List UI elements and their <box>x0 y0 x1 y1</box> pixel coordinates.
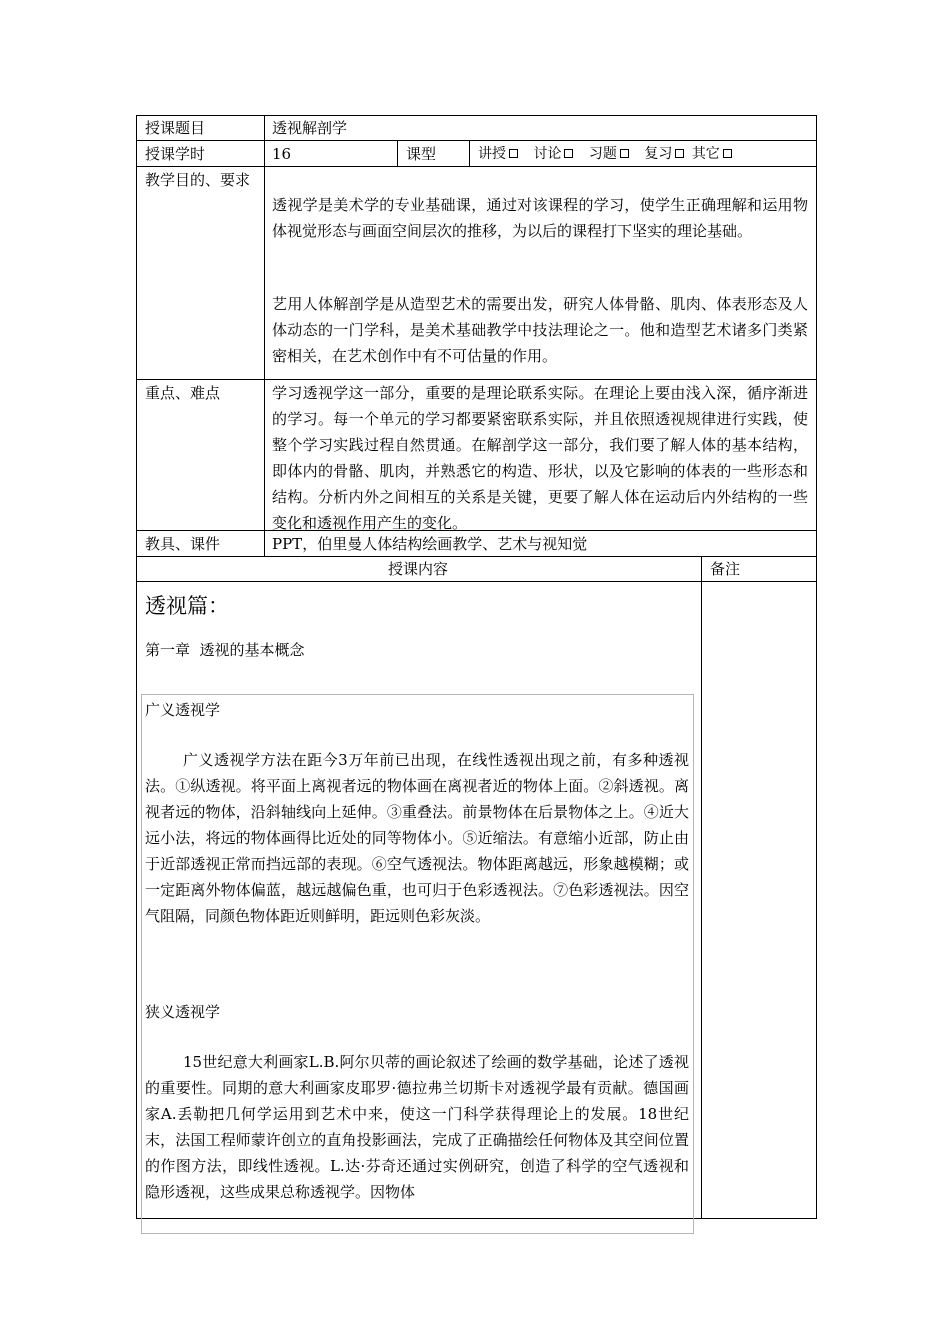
type-option-lecture: 讲授 <box>478 146 506 162</box>
hours-label: 授课学时 <box>145 145 206 163</box>
goal-label: 教学目的、要求 <box>145 171 251 189</box>
key-points-text: 学习透视学这一部分，重要的是理论联系实际。在理论上要由浅入深，循序渐进的学习。每一个单元的学习都要紧密联系实际，并且依照透视规律进行实践，使整个学习实践过程自然贯通。在解剖学这一部分，我们要了解人体的基本结构，即体内的骨骼、肌肉，并熟悉它的构造、形状，以及它影响的体表的一些形态和结构。分析内外之间相互的关系是关键，更要了解人体在运动后内外结构的一些变化和透视作用产生的变化。 <box>272 384 808 532</box>
type-options <box>478 144 735 164</box>
remark-column-divider <box>701 556 702 1219</box>
row-divider-6 <box>136 581 817 582</box>
section-title-narrow: 狭义透视学 <box>145 1003 221 1021</box>
topic-value: 透视解剖学 <box>272 119 348 137</box>
goal-paragraph-2: 艺用人体解剖学是从造型艺术的需要出发，研究人体骨骼、肌肉、体表形态及人体动态的一门学科，是美术基础教学中技法理论之一。他和造型艺术诸多门类紧密相关，在艺术创作中有不可估量的作用。 <box>272 295 808 365</box>
type-option-review: 复习 <box>644 146 673 162</box>
type-option-other: 其它 <box>691 146 720 162</box>
checkbox-review[interactable] <box>675 149 684 158</box>
content-header: 授课内容 <box>388 560 449 578</box>
hours-divider <box>397 140 398 167</box>
table-border-right <box>816 115 817 1219</box>
remark-header: 备注 <box>710 560 741 578</box>
tools-label: 教具、课件 <box>145 535 221 553</box>
section-text-narrow: 15世纪意大利画家L.B.阿尔贝蒂的画论叙述了绘画的数学基础，论述了透视的重要性。同期的意大利画家皮耶罗·德拉弗兰切斯卡对透视学最有贡献。德国画家A.丢勒把几何学运用到艺术中来，使这一门科学获得理论上的发展。18世纪末，法国工程师蒙许创立的直角投影画法，完成了正确描绘任何物体及其空间位置的作图方法，即线性透视。L.达·芬奇还通过实例研究，创造了科学的空气透视和隐形透视，这些成果总称透视学。因物体 <box>145 1053 689 1201</box>
section-text-broad: 广义透视学方法在距今3万年前已出现，在线性透视出现之前，有多种透视法。①纵透视。将平面上离视者远的物体画在离视者近的物体上面。②斜透视。离视者远的物体，沿斜轴线向上延伸。③重叠法。前景物体在后景物体之上。④近大远小法，将远的物体画得比近处的同等物体小。⑤近缩法。有意缩小近部，防止由于近部透视正常而挡远部的表现。⑥空气透视法。物体距离越远，形象越模糊；或一定距离外物体偏蓝，越远越偏色重，也可归于色彩透视法。⑦色彩透视法。因空气阻隔，同颜色物体距近则鲜明，距远则色彩灰淡。 <box>145 751 689 925</box>
topic-label: 授课题目 <box>145 119 206 137</box>
type-label: 课型 <box>406 145 437 163</box>
checkbox-other[interactable] <box>723 149 732 158</box>
part-title: 透视篇： <box>145 594 229 618</box>
hours-value: 16 <box>272 145 292 163</box>
tools-value: PPT，伯里曼人体结构绘画教学、艺术与视知觉 <box>272 535 588 553</box>
section-title-broad: 广义透视学 <box>145 701 221 719</box>
type-divider <box>469 140 470 167</box>
key-points-label: 重点、难点 <box>145 384 221 402</box>
goal-paragraph-1: 透视学是美术学的专业基础课，通过对该课程的学习，使学生正确理解和运用物体视觉形态与画面空间层次的推移，为以后的课程打下坚实的理论基础。 <box>272 196 808 240</box>
table-border-left <box>136 115 137 1219</box>
row-divider-2 <box>136 166 817 167</box>
chapter-title: 第一章 透视的基本概念 <box>145 641 305 659</box>
type-option-discussion: 讨论 <box>533 146 562 162</box>
row-divider-1 <box>136 140 817 141</box>
row-divider-5 <box>136 556 817 557</box>
checkbox-exercise[interactable] <box>620 149 629 158</box>
type-option-exercise: 习题 <box>588 146 617 162</box>
checkbox-discussion[interactable] <box>564 149 573 158</box>
table-border-top <box>136 115 817 116</box>
checkbox-lecture[interactable] <box>509 149 518 158</box>
label-column-divider <box>264 115 265 557</box>
